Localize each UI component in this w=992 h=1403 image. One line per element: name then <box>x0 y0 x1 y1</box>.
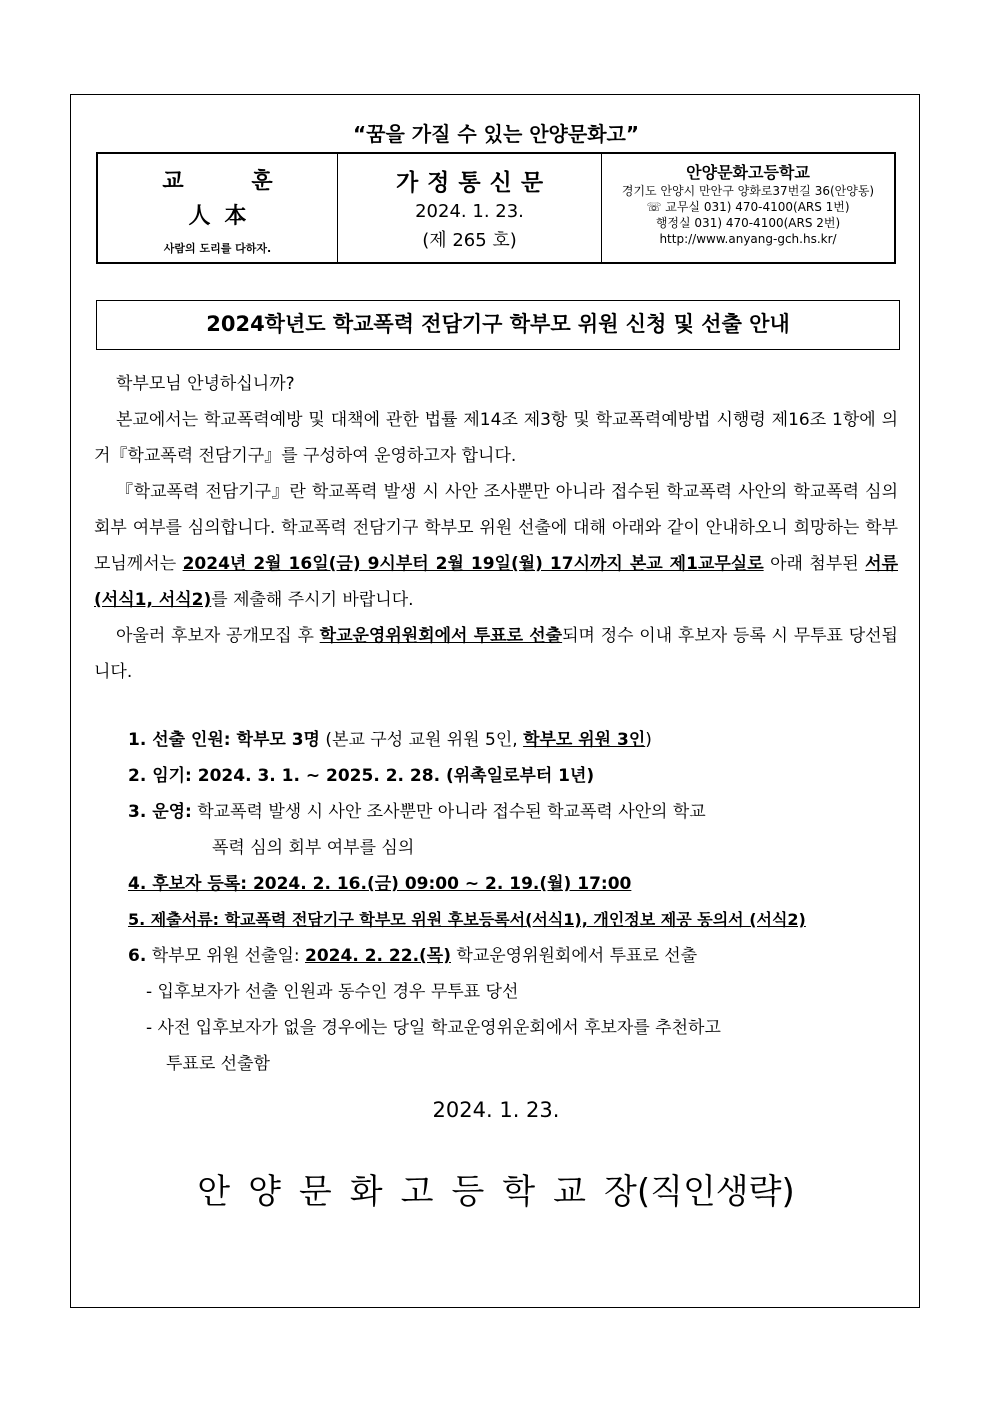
list-item: 5. 제출서류: 학교폭력 전담기구 학부모 위원 후보등록서(서식1), 개인정보 제공 동의서 (서식2) <box>128 910 806 929</box>
p2-text-b: 아래 첨부된 <box>763 554 866 574</box>
signature-title: 장(직인생략) <box>604 1172 795 1212</box>
list-item: 1. 선출 인원: 학부모 3명 (본교 구성 교원 위원 5인, 학부모 위원 3인) <box>128 730 652 750</box>
p3-election-method: 학교운영위원회에서 투표로 선출 <box>319 626 563 646</box>
newsletter-issue: (제 265 호) <box>422 230 517 251</box>
list-item: 2. 임기: 2024. 3. 1. ~ 2025. 2. 28. (위촉일로부터 1년) <box>128 766 595 786</box>
signature-school: 안양문화고등학교 <box>197 1172 604 1212</box>
list-subitem: - 사전 입후보자가 없을 경우에는 당일 학교운영위운회에서 후보자를 추천하고 <box>146 1018 721 1038</box>
page-frame <box>70 94 920 1308</box>
issue-date: 2024. 1. 23. <box>432 1098 560 1122</box>
creed-label: 교 훈 <box>162 169 303 194</box>
details-list <box>128 722 888 1082</box>
school-address: 경기도 안양시 만안구 양화로37번길 36(안양동) <box>621 184 875 198</box>
newsletter-date: 2024. 1. 23. <box>415 201 524 222</box>
school-website[interactable]: http://www.anyang-gch.hs.kr/ <box>659 232 837 246</box>
school-motto: “꿈을 가질 수 있는 안양문화고” <box>353 122 639 146</box>
list-item: 6. 학부모 위원 선출일: 2024. 2. 22.(목) 학교운영위원회에서 투표로 선출 <box>128 946 698 966</box>
document-body <box>94 366 898 690</box>
newsletter-header <box>96 152 896 264</box>
p2-text-c: 를 제출해 주시기 바랍니다. <box>211 590 414 610</box>
list-subitem-continued: 투표로 선출함 <box>166 1054 270 1074</box>
list-item: 4. 후보자 등록: 2024. 2. 16.(금) 09:00 ~ 2. 19.(월) 17:00 <box>128 874 632 894</box>
principal-signature <box>0 1164 992 1213</box>
school-creed-cell <box>98 154 338 262</box>
p2-deadline: 2024년 2월 16일(금) 9시부터 2월 19일(월) 17시까지 본교 제1교무실로 <box>182 554 764 574</box>
paragraph-legal-basis: 본교에서는 학교폭력예방 및 대책에 관한 법률 제14조 제3항 및 학교폭력예방법 시행령 제16조 1항에 의거『학교폭력 전담기구』를 구성하여 운영하고자 합니다. <box>94 410 898 466</box>
school-name: 안양문화고등학교 <box>686 163 810 182</box>
document-title: 2024학년도 학교폭력 전담기구 학부모 위원 신청 및 선출 안내 <box>96 300 900 350</box>
p2-documents: 서류(서식1, 서식2) <box>94 554 899 610</box>
school-phone-admin: 행정실 031) 470-4100(ARS 2번) <box>655 216 841 230</box>
school-info-cell <box>602 154 894 262</box>
list-item: 3. 운영: 학교폭력 발생 시 사안 조사뿐만 아니라 접수된 학교폭력 사안의 학교 <box>128 802 706 822</box>
list-item-continued: 폭력 심의 회부 여부를 심의 <box>212 838 415 858</box>
greeting: 학부모님 안녕하십니까? <box>116 374 295 394</box>
newsletter-title: 가정통신문 <box>395 170 553 196</box>
p3-text-a: 아울러 후보자 공개모집 후 <box>116 626 320 646</box>
paragraph-application <box>94 474 898 618</box>
newsletter-title-cell <box>338 154 602 262</box>
school-phone-office: ☏ 교무실 031) 470-4100(ARS 1번) <box>646 200 850 214</box>
creed-value: 人本 <box>188 203 261 229</box>
p3-text-b: 되며 정수 이내 후보자 등록 시 무투표 당선됩니다. <box>94 626 898 682</box>
creed-description: 사람의 도리를 다하자. <box>163 242 272 255</box>
p2-text-a: 『학교폭력 전담기구』란 학교폭력 발생 시 사안 조사뿐만 아니라 접수된 학교폭력 사안의 학교폭력 심의 회부 여부를 심의합니다. 학교폭력 전담기구 학부모 위원 선출에 대해 아래와 같이 안내하오니 희망하는 학부모님께서는 <box>94 482 898 574</box>
paragraph-election <box>94 618 898 690</box>
list-subitem: - 입후보자가 선출 인원과 동수인 경우 무투표 당선 <box>146 982 519 1002</box>
